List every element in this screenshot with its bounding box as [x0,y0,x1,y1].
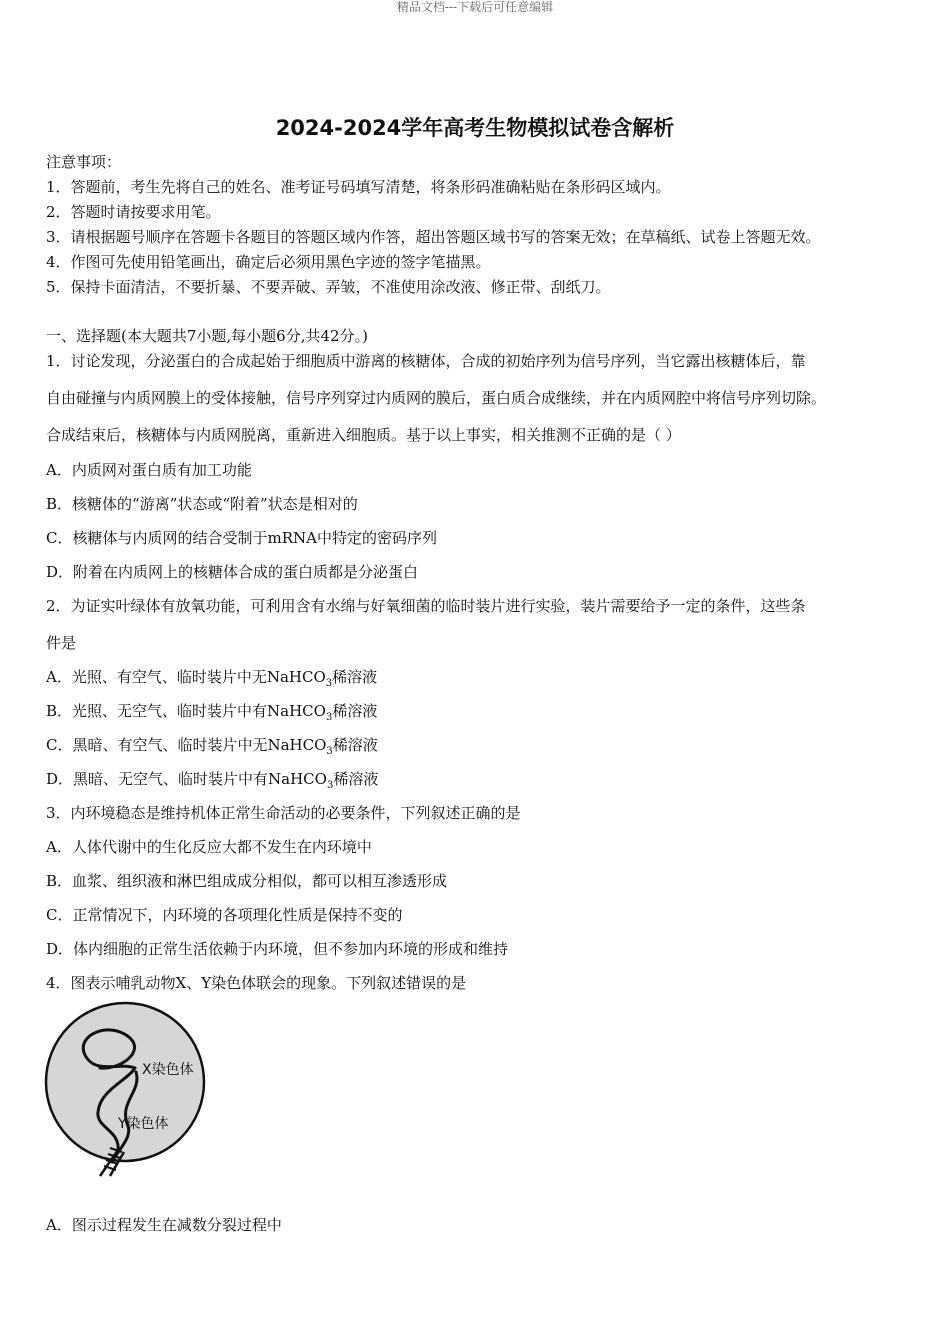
q1-stem-line-2: 自由碰撞与内质网膜上的受体接触，信号序列穿过内质网的膜后，蛋白质合成继续，并在内质网腔中将信号序列切除。 [46,389,827,407]
document-title: 2024-2024学年高考生物模拟试卷含解析 [275,116,675,140]
q2-option-b: B．光照、无空气、临时装片中有NaHCO$_3$稀溶液 [46,702,378,723]
q2-option-d: D．黑暗、无空气、临时装片中有NaHCO$_3$稀溶液 [46,770,379,791]
q1-option-a: A．内质网对蛋白质有加工功能 [46,461,252,479]
notice-heading: 注意事项： [46,153,122,171]
q1-option-b: B．核糖体的“游离”状态或“附着”状态是相对的 [46,495,358,513]
q3-option-a: A．人体代谢中的生化反应大都不发生在内环境中 [46,838,372,856]
x-chromosome-label: X染色体 [142,1062,194,1078]
q2-option-c: C．黑暗、有空气、临时装片中无NaHCO$_3$稀溶液 [46,736,378,757]
notice-item-2: 2．答题时请按要求用笔。 [46,203,221,221]
notice-item-5: 5．保持卡面清洁，不要折暴、不要弄破、弄皱，不准使用涂改液、修正带、刮纸刀。 [46,278,611,296]
notice-item-4: 4．作图可先使用铅笔画出，确定后必须用黑色字迹的签字笔描黑。 [46,253,491,271]
q3-option-d: D．体内细胞的正常生活依赖于内环境，但不参加内环境的形成和维持 [46,940,509,958]
q4-option-a: A．图示过程发生在减数分裂过程中 [46,1216,282,1234]
y-chromosome-label: Y染色体 [118,1116,169,1132]
section-heading: 一、选择题(本大题共7小题,每小题6分,共42分。) [46,327,368,345]
q1-option-c: C．核糖体与内质网的结合受制于mRNA中特定的密码序列 [46,529,437,547]
notice-item-1: 1．答题前，考生先将自己的姓名、准考证号码填写清楚，将条形码准确粘贴在条形码区域内。 [46,178,671,196]
q2-option-a: A．光照、有空气、临时装片中无NaHCO$_3$稀溶液 [46,668,378,689]
q1-stem-line-3: 合成结束后，核糖体与内质网脱离，重新进入细胞质。基于以上事实，相关推测不正确的是（ ） [46,426,681,444]
q3-stem: 3．内环境稳态是维持机体正常生命活动的必要条件，下列叙述正确的是 [46,804,521,822]
chromosome-synapsis-figure [40,1000,220,1180]
q2-stem-line-1: 2．为证实叶绿体有放氧功能，可利用含有水绵与好氧细菌的临时装片进行实验，装片需要给予一定的条件，这些条 [46,597,806,615]
q3-option-b: B．血浆、组织液和淋巴组成成分相似，都可以相互渗透形成 [46,872,448,890]
q4-stem: 4．图表示哺乳动物X、Y染色体联会的现象。下列叙述错误的是 [46,974,467,992]
cell-circle [46,1003,204,1161]
q1-stem-line-1: 1．讨论发现，分泌蛋白的合成起始于细胞质中游离的核糖体，合成的初始序列为信号序列，当它露出核糖体后，靠 [46,352,806,370]
q3-option-c: C．正常情况下，内环境的各项理化性质是保持不变的 [46,906,403,924]
page-header: 精品文档---下载后可任意编辑 [396,0,554,14]
q2-stem-line-2: 件是 [46,634,77,652]
notice-item-3: 3．请根据题号顺序在答题卡各题目的答题区域内作答，超出答题区域书写的答案无效；在草稿纸、试卷上答题无效。 [46,228,821,246]
q1-option-d: D．附着在内质网上的核糖体合成的蛋白质都是分泌蛋白 [46,563,419,581]
